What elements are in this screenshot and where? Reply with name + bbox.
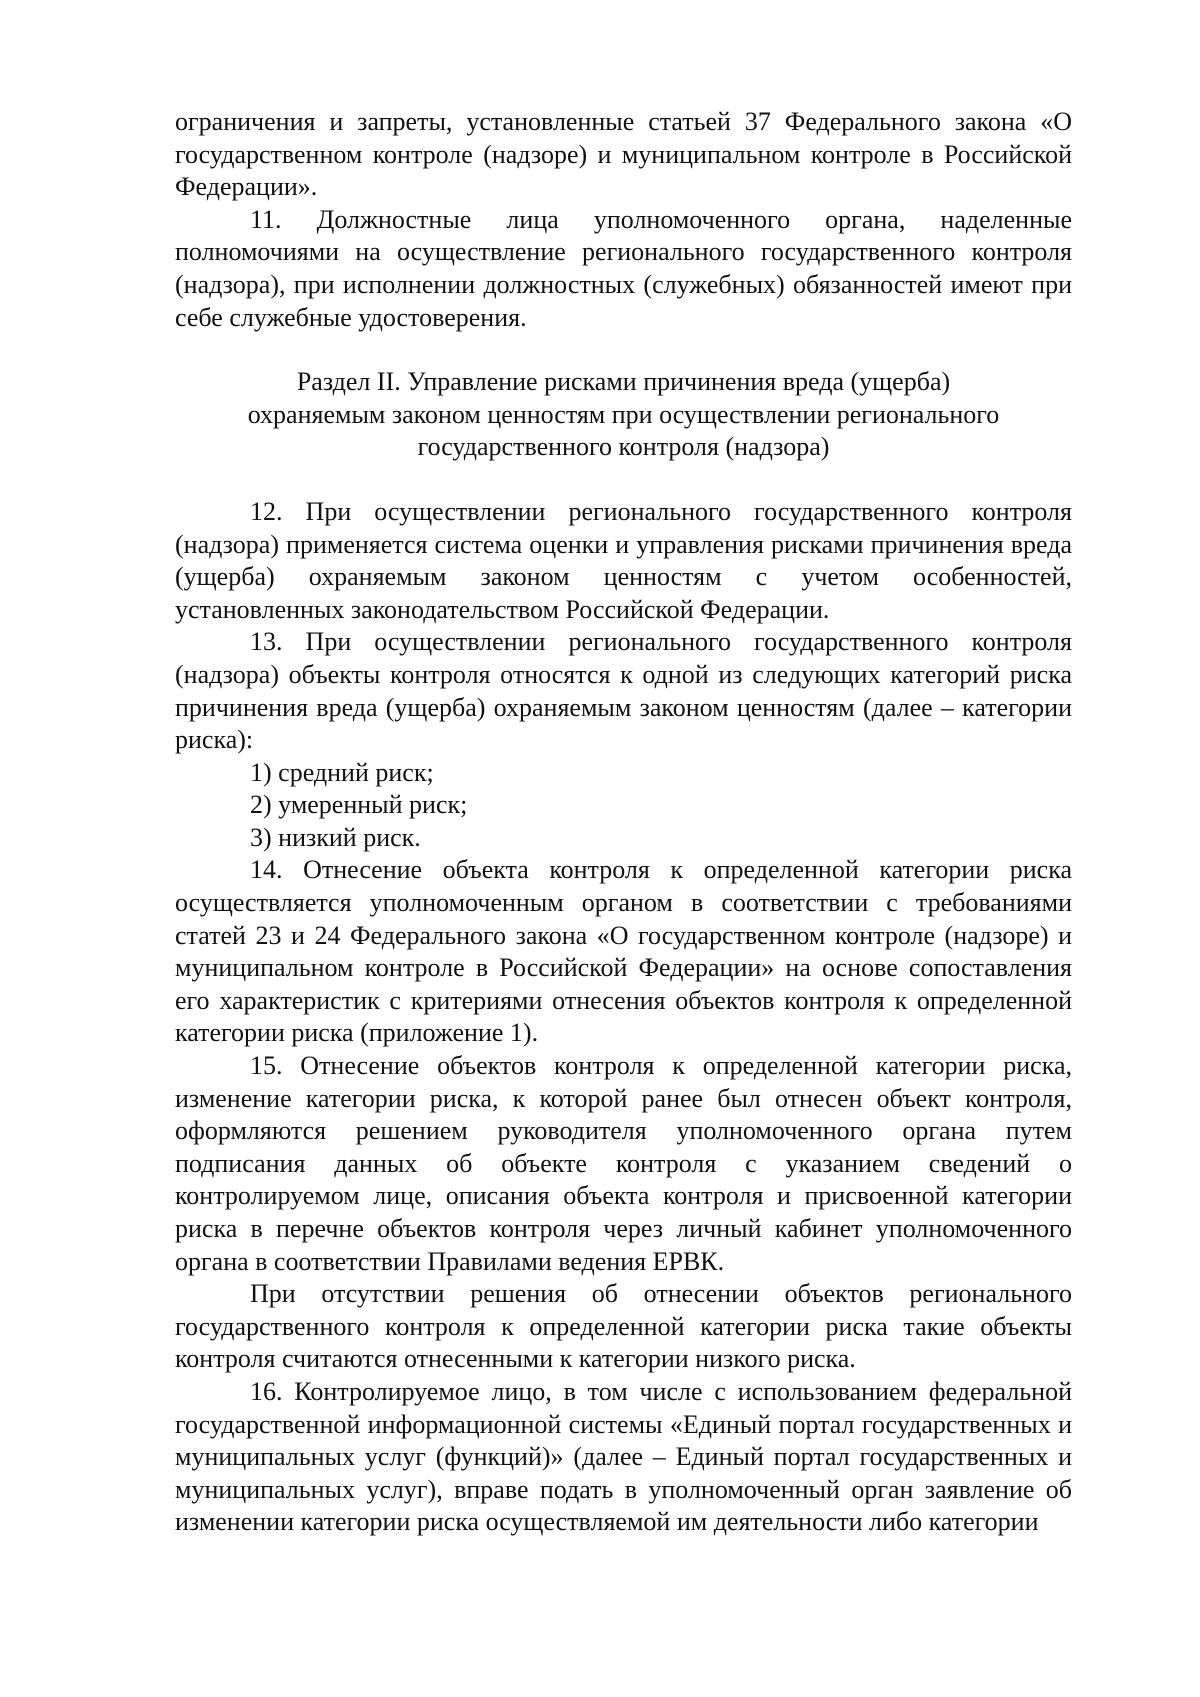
paragraph-continuation: ограничения и запреты, установленные статьей 37 Федерального закона «О государственном контроле (надзоре) и муниципальном контроле в Российской Федерации».: [175, 107, 1072, 202]
risk-list-item: 3) низкий риск.: [250, 822, 421, 852]
document-page: [175, 106, 1072, 1539]
paragraph-12: 12. При осуществлении регионального государственного контроля (надзора) применяется система оценки и управления рисками причинения вреда (ущерба) охраняемым законом ценностям с учетом особенностей, установленных законодательством Российской Федерации.: [175, 496, 1072, 624]
paragraph-11: 11. Должностные лица уполномоченного органа, наделенные полномочиями на осуществление регионального государственного контроля (надзора), при исполнении должностных (служебных) обязанностей имеют при себе служебные удостоверения.: [175, 204, 1072, 332]
section-heading: [175, 366, 1072, 464]
section-heading-line-2: охраняемым законом ценностям при осуществлении регионального: [247, 399, 1000, 429]
paragraph-13: 13. При осуществлении регионального государственного контроля (надзора) объекты контроля относятся к одной из следующих категорий риска причинения вреда (ущерба) охраняемым законом ценностям (далее – категории риска):: [175, 627, 1072, 755]
risk-list-item: 1) средний риск;: [250, 757, 434, 787]
paragraph-14: 14. Отнесение объекта контроля к определенной категории риска осуществляется уполномоченным органом в соответствии с требованиями статей 23 и 24 Федерального закона «О государственном контроле (надзоре) и муниципальном контроле в Российской Федерации» на основе сопоставления его характеристик с критериями отнесения объектов контроля к определенной категории риска (приложение 1).: [175, 855, 1072, 1048]
risk-list-item: 2) умеренный риск;: [250, 790, 468, 820]
paragraph-16: 16. Контролируемое лицо, в том числе с использованием федеральной государственной информационной системы «Единый портал государственных и муниципальных услуг (функций)» (далее – Единый портал государственных и муниципальных услуг), вправе подать в уполномоченный орган заявление об изменении категории риска осуществляемой им деятельности либо категории: [175, 1376, 1072, 1537]
section-heading-line-3: государственного контроля (надзора): [417, 432, 830, 462]
paragraph-15: 15. Отнесение объектов контроля к определенной категории риска, изменение категории риска, к которой ранее был отнесен объект контроля, оформляются решением руководителя уполномоченного органа путем подписания данных об объекте контроля с указанием сведений о контролируемом лице, описания объекта контроля и присвоенной категории риска в перечне объектов контроля через личный кабинет уполномоченного органа в соответствии Правилами ведения ЕРВК.: [175, 1051, 1072, 1276]
section-heading-line-1: Раздел II. Управление рисками причинения вреда (ущерба): [296, 367, 951, 397]
paragraph-15-continued: При отсутствии решения об отнесении объектов регионального государственного контроля к определенной категории риска такие объекты контроля считаются отнесенными к категории низкого риска.: [175, 1279, 1072, 1374]
